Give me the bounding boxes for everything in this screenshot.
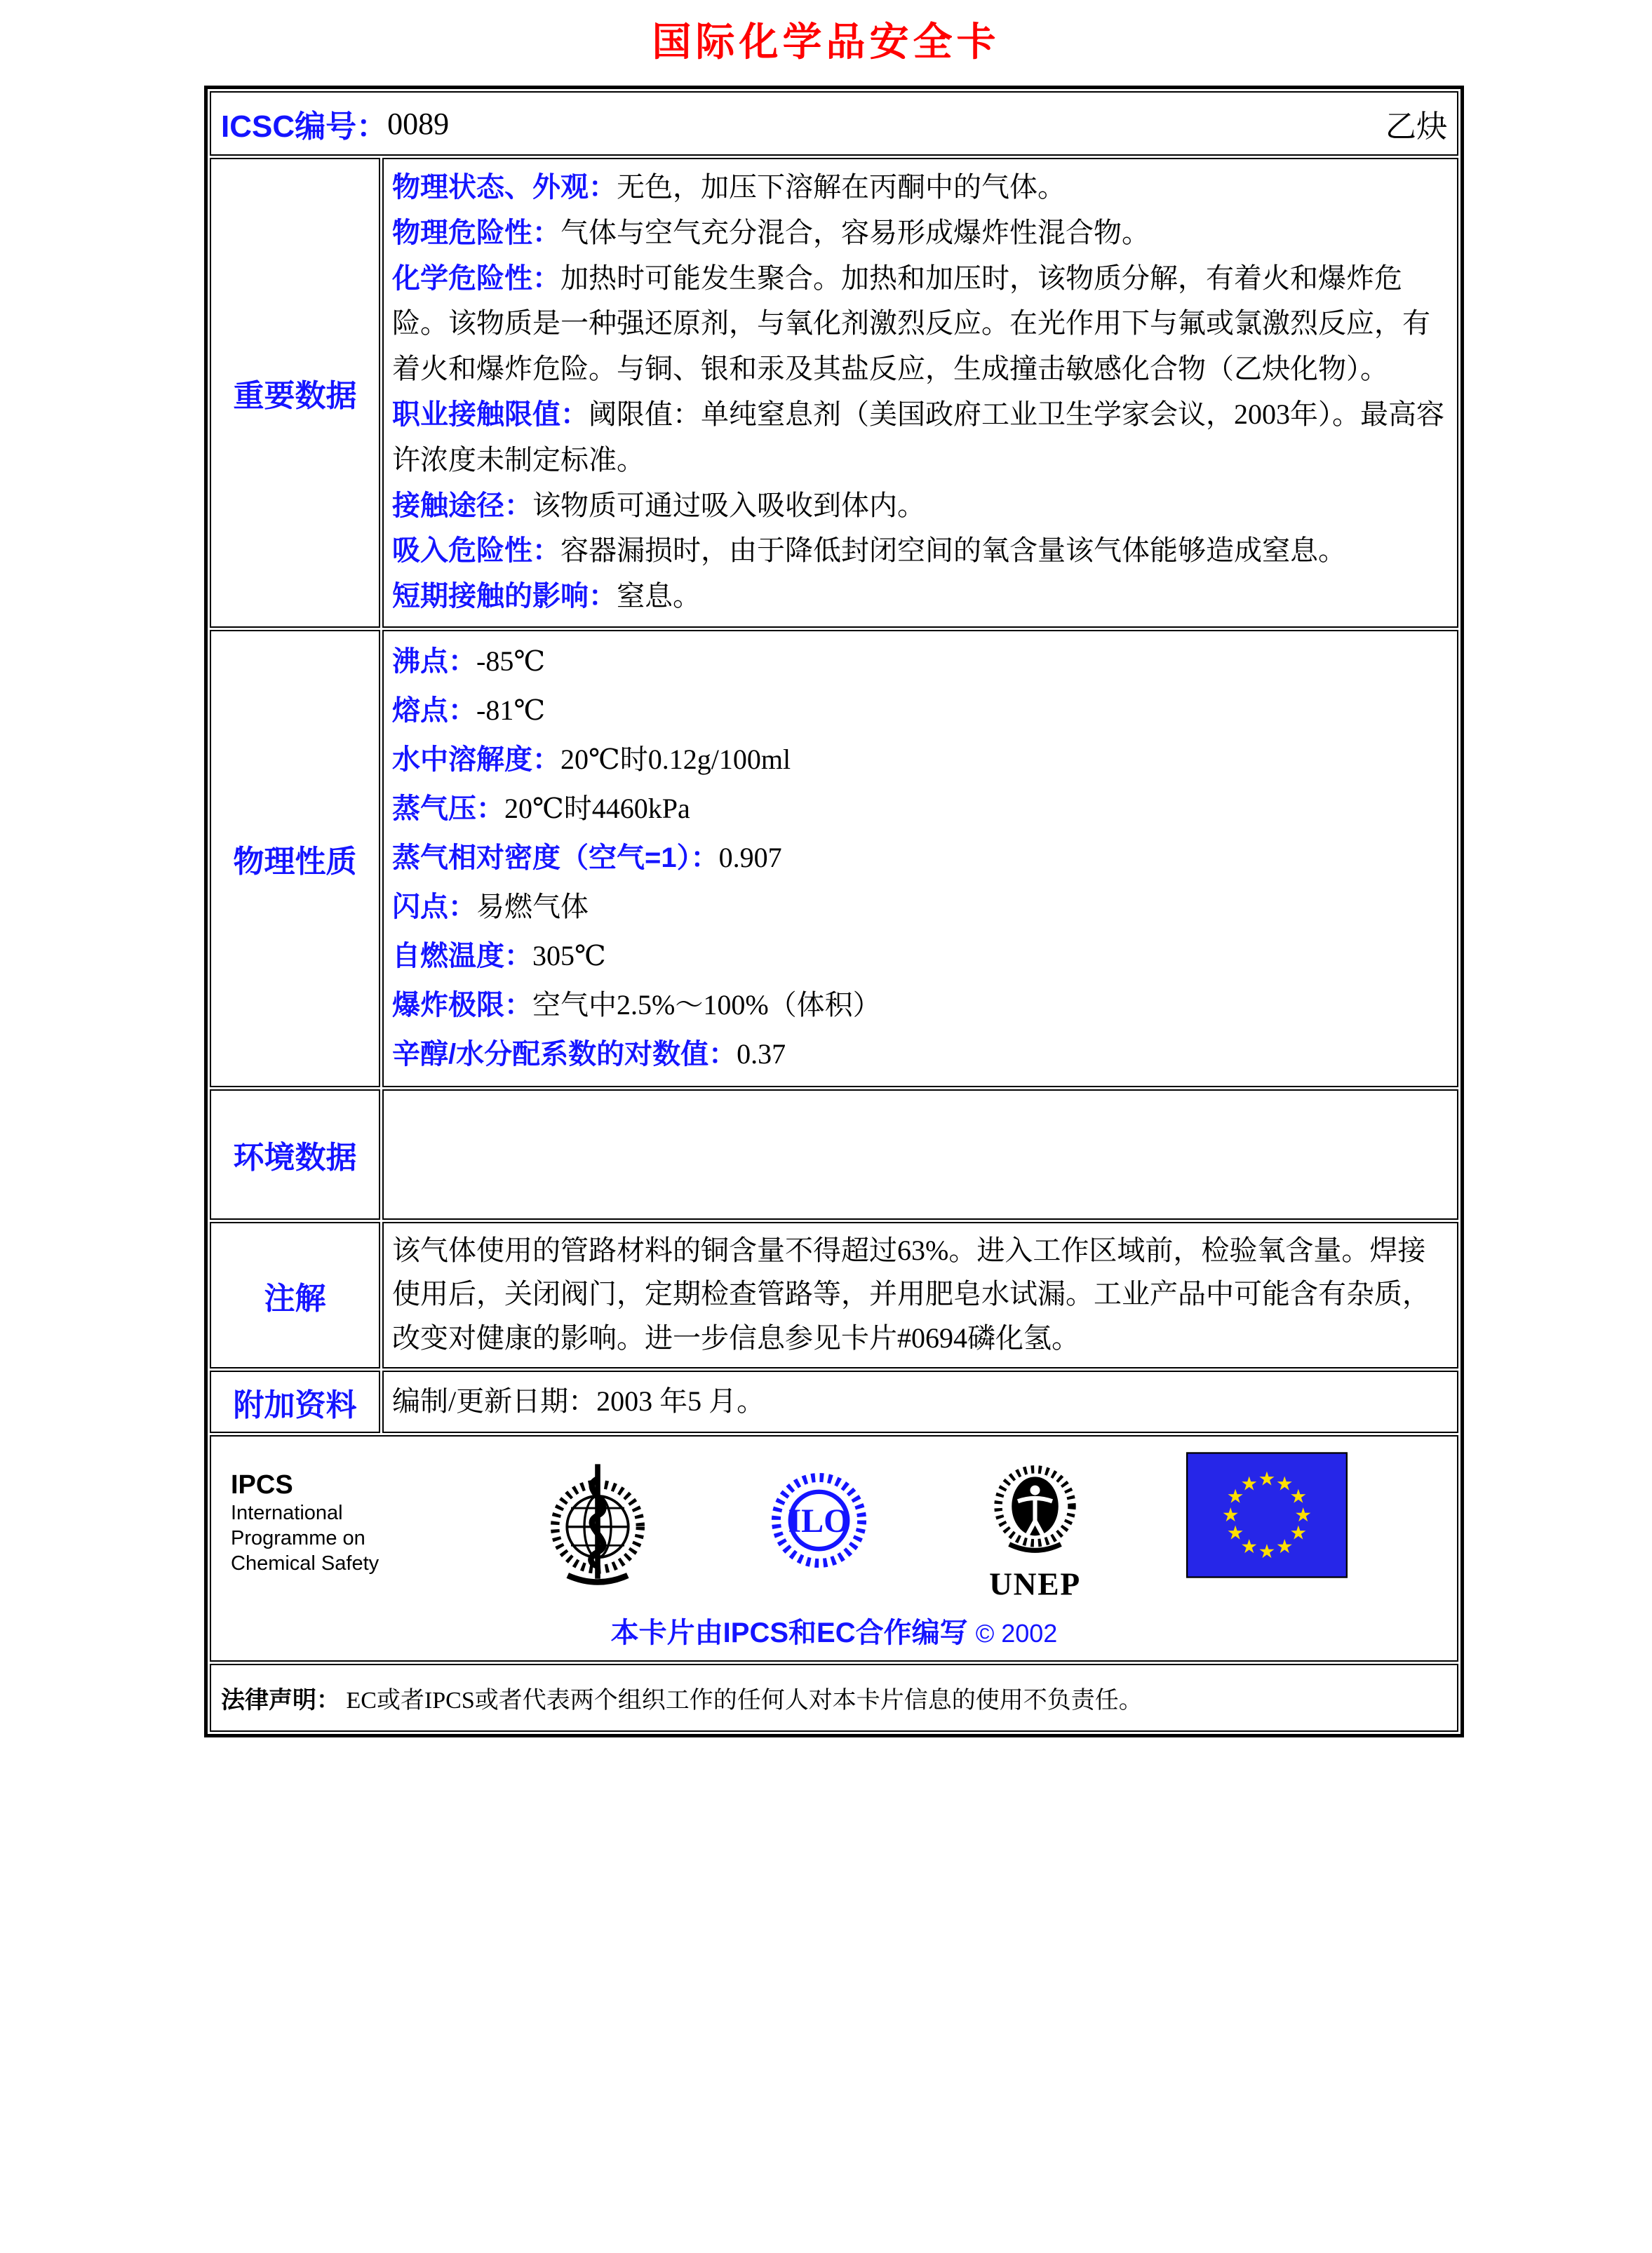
field-autoignition-temperature: 自燃温度：305℃ <box>392 939 606 971</box>
chemical-name: 乙炔 <box>1385 109 1447 144</box>
ilo-icon <box>754 1452 884 1592</box>
section-label-important-data: 重要数据 <box>210 158 380 628</box>
ipcs-title: IPCS <box>231 1470 293 1500</box>
physical-properties-row <box>210 630 1458 1087</box>
field-physical-state: 物理状态、外观：无色，加压下溶解在丙酮中的气体。 <box>392 171 1066 203</box>
header-row <box>210 91 1458 156</box>
field-vapor-pressure: 蒸气压：20℃时4460kPa <box>392 792 690 824</box>
field-octanol-water-partition: 辛醇/水分配系数的对数值：0.37 <box>392 1037 786 1070</box>
additional-info-content: 编制/更新日期：2003 年5 月。 <box>382 1371 1458 1433</box>
who-icon <box>531 1452 664 1596</box>
icsc-number-label: ICSC编号： <box>221 109 388 144</box>
legal-text: EC或者IPCS或者代表两个组织工作的任何人对本卡片信息的使用不负责任。 <box>346 1687 1143 1714</box>
field-water-solubility: 水中溶解度：20℃时0.12g/100ml <box>392 743 791 775</box>
section-label-notes: 注解 <box>210 1222 380 1368</box>
svg-text:★: ★ <box>1289 1521 1308 1544</box>
unep-icon <box>974 1452 1096 1606</box>
physical-properties-content <box>382 630 1458 1087</box>
icsc-number-value: 0089 <box>387 106 450 141</box>
field-chemical-hazard: 化学危险性：加热时可能发生聚合。加热和加压时，该物质分解，有着火和爆炸危险。该物质是一种强还原剂，与氧化剂激烈反应。在光作用下与氟或氯激烈反应，有着火和爆炸危险。与铜、银和汞及其盐反应，生成撞击敏感化合物（乙炔化物）。 <box>392 262 1430 385</box>
svg-text:★: ★ <box>1275 1472 1294 1495</box>
eu-flag-icon <box>1186 1452 1348 1582</box>
svg-text:★: ★ <box>1221 1504 1240 1526</box>
ipcs-text-block: IPCS International Programme on Chemical Safety <box>231 1470 441 1577</box>
svg-text:★: ★ <box>1240 1472 1258 1495</box>
page-title: 国际化学品安全卡 <box>652 19 1000 65</box>
environmental-data-row <box>210 1089 1458 1220</box>
section-label-environmental-data: 环境数据 <box>210 1089 380 1220</box>
svg-text:★: ★ <box>1240 1535 1258 1557</box>
header-cell <box>210 91 1458 156</box>
icsc-card <box>204 86 1464 1737</box>
important-data-content <box>382 158 1458 628</box>
field-boiling-point: 沸点：-85℃ <box>392 645 546 677</box>
logo-strip <box>231 1452 1437 1606</box>
svg-text:UNEP: UNEP <box>989 1566 1081 1602</box>
field-short-term-effects: 短期接触的影响：窒息。 <box>392 580 701 612</box>
logos-cell <box>210 1435 1458 1662</box>
svg-text:★: ★ <box>1226 1521 1244 1544</box>
svg-text:★: ★ <box>1226 1485 1244 1507</box>
field-physical-hazard: 物理危险性：气体与空气充分混合，容易形成爆炸性混合物。 <box>392 216 1150 248</box>
svg-text:★: ★ <box>1258 1540 1276 1562</box>
environmental-data-content <box>382 1089 1458 1220</box>
important-data-row <box>210 158 1458 628</box>
legal-label: 法律声明： <box>221 1686 340 1714</box>
field-occupational-exposure-limit: 职业接触限值：阈限值：单纯窒息剂（美国政府工业卫生学家会议，2003年）。最高容许浓度未制定标准。 <box>392 398 1444 476</box>
svg-text:ILO: ILO <box>788 1502 850 1540</box>
legal-cell <box>210 1664 1458 1732</box>
copyright: © 2002 <box>975 1618 1058 1648</box>
legal-row <box>210 1664 1458 1732</box>
svg-text:★: ★ <box>1258 1467 1276 1490</box>
field-explosive-limits: 爆炸极限：空气中2.5%～100%（体积） <box>392 988 881 1021</box>
field-relative-vapor-density: 蒸气相对密度（空气=1）：0.907 <box>392 841 782 873</box>
logos-row <box>210 1435 1458 1662</box>
notes-content: 该气体使用的管路材料的铜含量不得超过63%。进入工作区域前，检验氧含量。焊接使用后，关闭阀门，定期检查管路等，并用肥皂水试漏。工业产品中可能含有杂质，改变对健康的影响。进一步信息参见卡片#0694磷化氢。 <box>382 1222 1458 1368</box>
field-melting-point: 熔点：-81℃ <box>392 694 546 726</box>
additional-info-row <box>210 1371 1458 1433</box>
field-flash-point: 闪点：易燃气体 <box>392 890 589 922</box>
field-inhalation-risk: 吸入危险性：容器漏损时，由于降低封闭空间的氧含量该气体能够造成窒息。 <box>392 534 1346 567</box>
svg-text:★: ★ <box>1275 1535 1294 1557</box>
svg-text:★: ★ <box>1294 1504 1312 1526</box>
field-exposure-routes: 接触途径：该物质可通过吸入吸收到体内。 <box>392 489 925 521</box>
svg-text:★: ★ <box>1289 1485 1308 1507</box>
notes-row <box>210 1222 1458 1368</box>
section-label-additional-info: 附加资料 <box>210 1371 380 1433</box>
credit-line: 本卡片由IPCS和EC合作编写 © 2002 <box>610 1617 1058 1648</box>
section-label-physical-properties: 物理性质 <box>210 630 380 1087</box>
